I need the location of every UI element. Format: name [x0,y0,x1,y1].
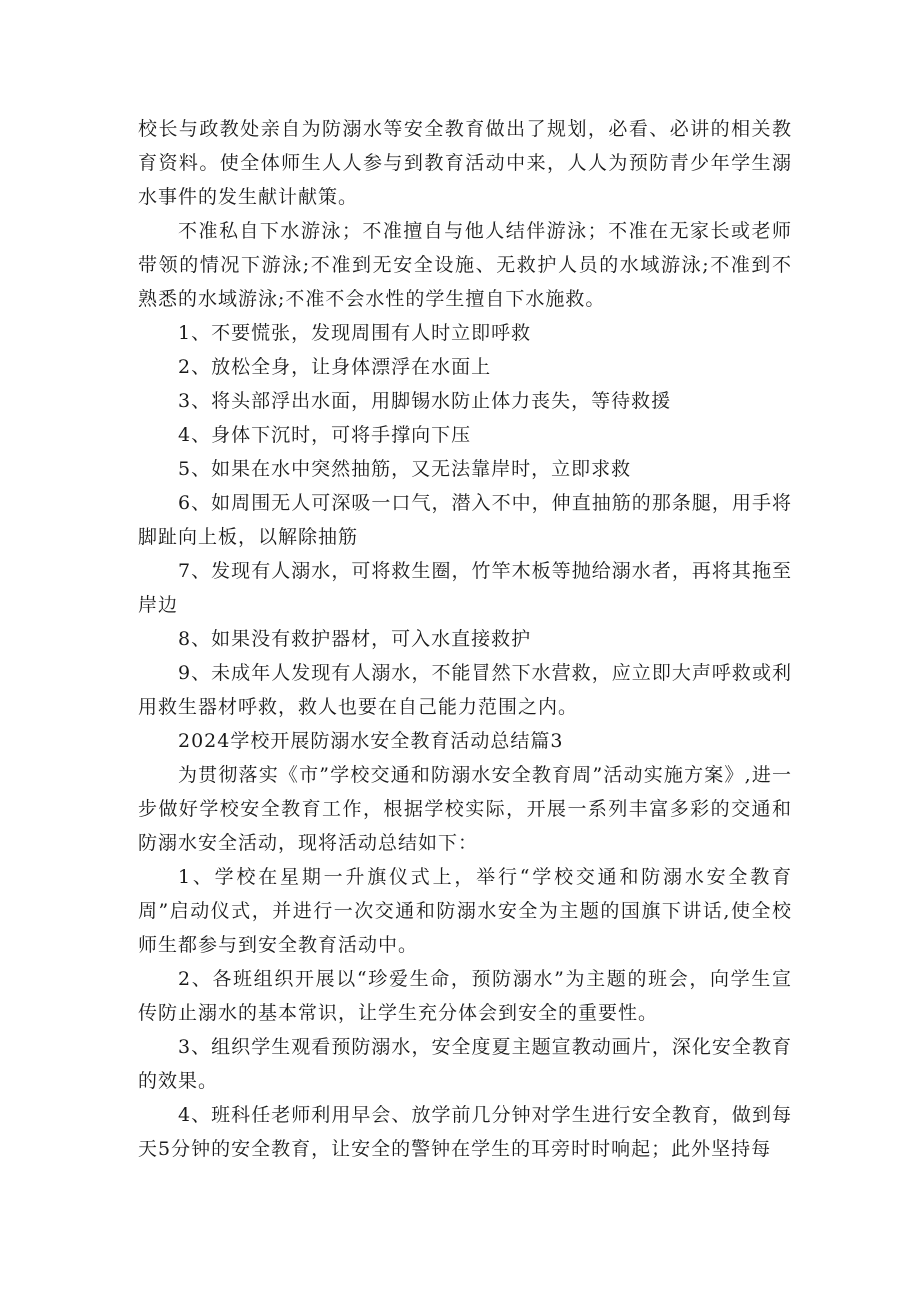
list-item: 2、放松全身，让身体漂浮在水面上 [178,356,492,378]
list-item: 4、班科任老师利用早会、放学前几分钟对学生进行安全教育，做到每天5分钟的安全教育，让安全的警钟在学生的耳旁时时响起；此外坚持每 [138,1104,792,1160]
paragraph: 为贯彻落实《市”学校交通和防溺水安全教育周”活动实施方案》,进一步做好学校安全教育工作，根据学校实际，开展一系列丰富多彩的交通和防溺水安全活动，现将活动总结如下： [138,764,792,854]
list-item: 4、身体下沉时，可将手撑向下压 [178,424,472,446]
list-item: 3、将头部浮出水面，用脚锡水防止体力丧失，等待救援 [178,390,672,412]
list-item: 1、学校在星期一升旗仪式上，举行“学校交通和防溺水安全教育周”启动仪式，并进行一次交通和防溺水安全为主题的国旗下讲话,使全校师生都参与到安全教育活动中。 [138,866,792,956]
list-item: 1、不要慌张，发现周围有人时立即呼救 [178,322,532,344]
list-item: 6、如周围无人可深吸一口气，潜入不中，伸直抽筋的那条腿，用手将脚趾向上板，以解除抽筋 [138,492,792,548]
list-item: 2、各班组织开展以“珍爱生命，预防溺水”为主题的班会，向学生宣传防止溺水的基本常识，让学生充分体会到安全的重要性。 [138,968,792,1024]
paragraph: 校长与政教处亲自为防溺水等安全教育做出了规划，必看、必讲的相关教育资料。使全体师生人人参与到教育活动中来，人人为预防青少年学生溺水事件的发生献计献策。 [138,118,792,208]
list-item: 3、组织学生观看预防溺水，安全度夏主题宣教动画片，深化安全教育的效果。 [138,1036,792,1092]
list-item: 5、如果在水中突然抽筋，又无法靠岸时，立即求救 [178,458,632,480]
list-item: 8、如果没有救护器材，可入水直接救护 [178,628,532,650]
paragraph: 不准私自下水游泳；不准擅自与他人结伴游泳；不准在无家长或老师带领的情况下游泳;不准到无安全设施、无救护人员的水域游泳;不准到不熟悉的水域游泳;不准不会水性的学生擅自下水施救。 [138,220,792,310]
list-item: 9、未成年人发现有人溺水，不能冒然下水营救，应立即大声呼救或利用救生器材呼救，救人也要在自己能力范围之内。 [138,662,792,718]
section-heading: 2024学校开展防溺水安全教育活动总结篇3 [178,730,564,752]
list-item: 7、发现有人溺水，可将救生圈，竹竿木板等抛给溺水者，再将其拖至岸边 [138,560,792,616]
